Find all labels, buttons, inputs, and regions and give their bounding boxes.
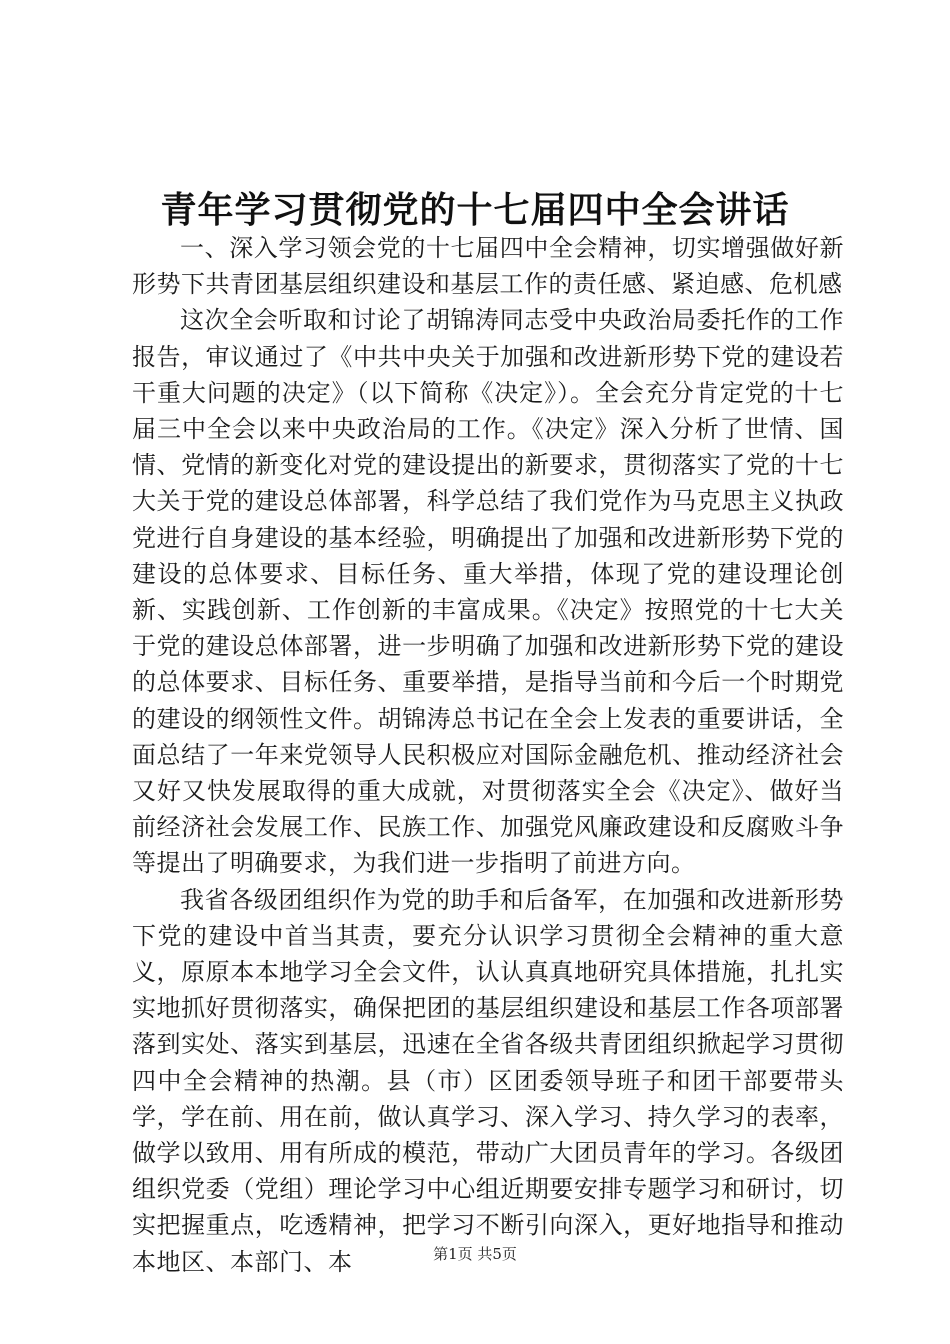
paragraph-3: 我省各级团组织作为党的助手和后备军，在加强和改进新形势下党的建设中首当其责，要充分认识学习贯彻全会精神的重大意义，原原本本地学习全会文件，认认真真地研究具体措施，扎扎实实地抓好贯彻落实，确保把团的基层组织建设和基层工作各项部署落到实处、落实到基层，迅速在全省各级共青团组织掀起学习贯彻四中全会精神的热潮。县（市）区团委领导班子和团干部要带头学，学在前、用在前，做认真学习、深入学习、持久学习的表率，做学以致用、用有所成的模范，带动广大团员青年的学习。各级团组织党委（党组）理论学习中心组近期要安排专题学习和研讨，切实把握重点，吃透精神，把学习不断引向深入，更好地指导和推动本地区、本部门、本 xyxy=(132,885,844,1276)
document-title: 青年学习贯彻党的十七届四中全会讲话 xyxy=(160,189,790,231)
paragraph-1: 一、深入学习领会党的十七届四中全会精神，切实增强做好新形势下共青团基层组织建设和基层工作的责任感、紧迫感、危机感 xyxy=(132,234,844,299)
document-body xyxy=(132,230,844,1280)
paragraph-2: 这次全会听取和讨论了胡锦涛同志受中央政治局委托作的工作报告，审议通过了《中共中央关于加强和改进新形势下党的建设若干重大问题的决定》（以下简称《决定》）。全会充分肯定党的十七届三中全会以来中央政治局的工作。《决定》深入分析了世情、国情、党情的新变化对党的建设提出的新要求，贯彻落实了党的十七大关于党的建设总体部署，科学总结了我们党作为马克思主义执政党进行自身建设的基本经验，明确提出了加强和改进新形势下党的建设的总体要求、目标任务、重大举措，体现了党的建设理论创新、实践创新、工作创新的丰富成果。《决定》按照党的十七大关于党的建设总体部署，进一步明确了加强和改进新形势下党的建设的总体要求、目标任务、重要举措，是指导当前和今后一个时期党的建设的纲领性文件。胡锦涛总书记在全会上发表的重要讲话，全面总结了一年来党领导人民积极应对国际金融危机、推动经济社会又好又快发展取得的重大成就，对贯彻落实全会《决定》、做好当前经济社会发展工作、民族工作、加强党风廉政建设和反腐败斗争等提出了明确要求，为我们进一步指明了前进方向。 xyxy=(132,306,844,878)
page-number-footer: 第1页 共5页 xyxy=(433,1245,517,1263)
